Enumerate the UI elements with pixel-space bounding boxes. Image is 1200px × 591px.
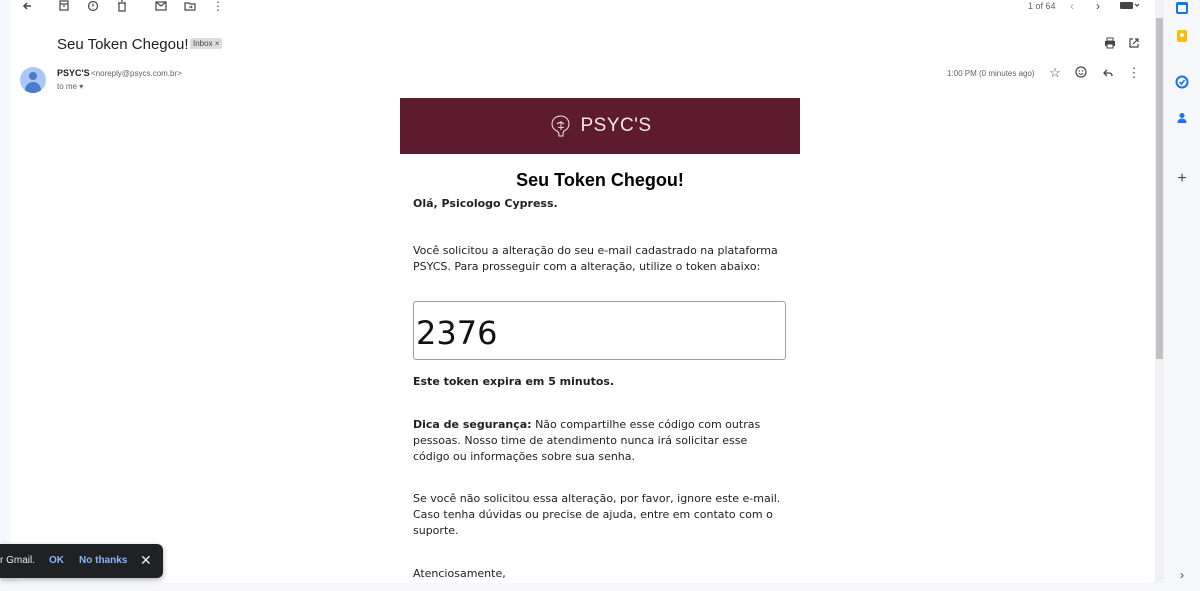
greeting: Olá, Psicologo Cypress. [413, 197, 558, 210]
ignore-notice: Se você não solicitou essa alteração, por favor, ignore este e-mail. Caso tenha dúvidas ou precise de ajuda, entre em contato com o suporte. [413, 492, 781, 537]
token-expiry: Este token expira em 5 minutos. [413, 375, 615, 388]
report-spam-icon[interactable] [83, 0, 103, 12]
back-arrow-icon[interactable] [17, 0, 37, 12]
contacts-icon[interactable] [1174, 110, 1190, 126]
archive-icon[interactable] [54, 0, 74, 12]
security-tip-label: Dica de segurança: [413, 418, 532, 431]
pager-text: 1 of 64 [1028, 1, 1056, 11]
inbox-label-chip[interactable]: Inbox × [190, 38, 222, 49]
print-icon[interactable] [1102, 35, 1118, 51]
sender-name[interactable]: PSYC'S [57, 68, 90, 78]
tasks-icon[interactable] [1174, 74, 1190, 90]
brand-name: PSYC'S [580, 115, 652, 136]
security-tip-text: Não compartilhe esse código com outras pessoas. Nosso time de atendimento nunca irá solicitar esse código ou informações sobre sua senha. [413, 418, 761, 463]
mark-unread-icon[interactable] [151, 0, 171, 12]
email-view [10, 0, 1163, 583]
side-panel-rail [1164, 0, 1200, 591]
chevron-right-icon[interactable]: › [1096, 0, 1100, 13]
more-options-icon[interactable]: ⋮ [1127, 65, 1141, 80]
keep-icon[interactable] [1174, 28, 1190, 44]
psycs-logo-icon [548, 113, 574, 139]
reply-icon[interactable] [1100, 65, 1116, 81]
security-tip [413, 417, 769, 465]
move-to-icon[interactable] [180, 0, 200, 12]
token-value: 2376 [416, 314, 498, 352]
recipient-details-toggle[interactable]: to me ▾ [57, 82, 84, 91]
close-icon[interactable]: ✕ [140, 552, 152, 568]
chevron-left-icon[interactable]: ‹ [1070, 0, 1074, 13]
request-text: Você solicitou a alteração do seu e-mail cadastrado na plataforma PSYCS. Para prosseguir com a alteração, utilize o token abaixo: [413, 244, 778, 273]
avatar[interactable] [20, 67, 46, 93]
calendar-icon[interactable] [1174, 0, 1190, 16]
toast-message: r Gmail. [0, 555, 35, 566]
emoji-react-icon[interactable] [1073, 64, 1089, 80]
toast-no-thanks-button[interactable]: No thanks [79, 555, 128, 566]
add-app-icon[interactable]: + [1177, 170, 1187, 187]
scrollbar-thumb[interactable] [1156, 18, 1163, 359]
email-subject: Seu Token Chegou! [57, 36, 189, 53]
brand-banner [400, 98, 800, 154]
sender-email: <noreply@psycs.com.br> [91, 69, 182, 78]
more-vert-icon[interactable]: ⋮ [212, 0, 224, 13]
keyboard-icon[interactable] [1117, 0, 1143, 12]
token-box [413, 301, 786, 360]
toast-ok-button[interactable]: OK [49, 555, 64, 566]
signoff: Atenciosamente, [413, 567, 506, 580]
trash-icon[interactable] [112, 0, 132, 12]
open-new-window-icon[interactable] [1126, 35, 1142, 51]
expand-panel-icon[interactable]: › [1180, 568, 1184, 582]
star-icon[interactable]: ☆ [1049, 65, 1061, 80]
notification-toast [0, 544, 163, 578]
email-body-title: Seu Token Chegou! [516, 170, 684, 190]
email-timestamp: 1:00 PM (0 minutes ago) [947, 69, 1035, 78]
